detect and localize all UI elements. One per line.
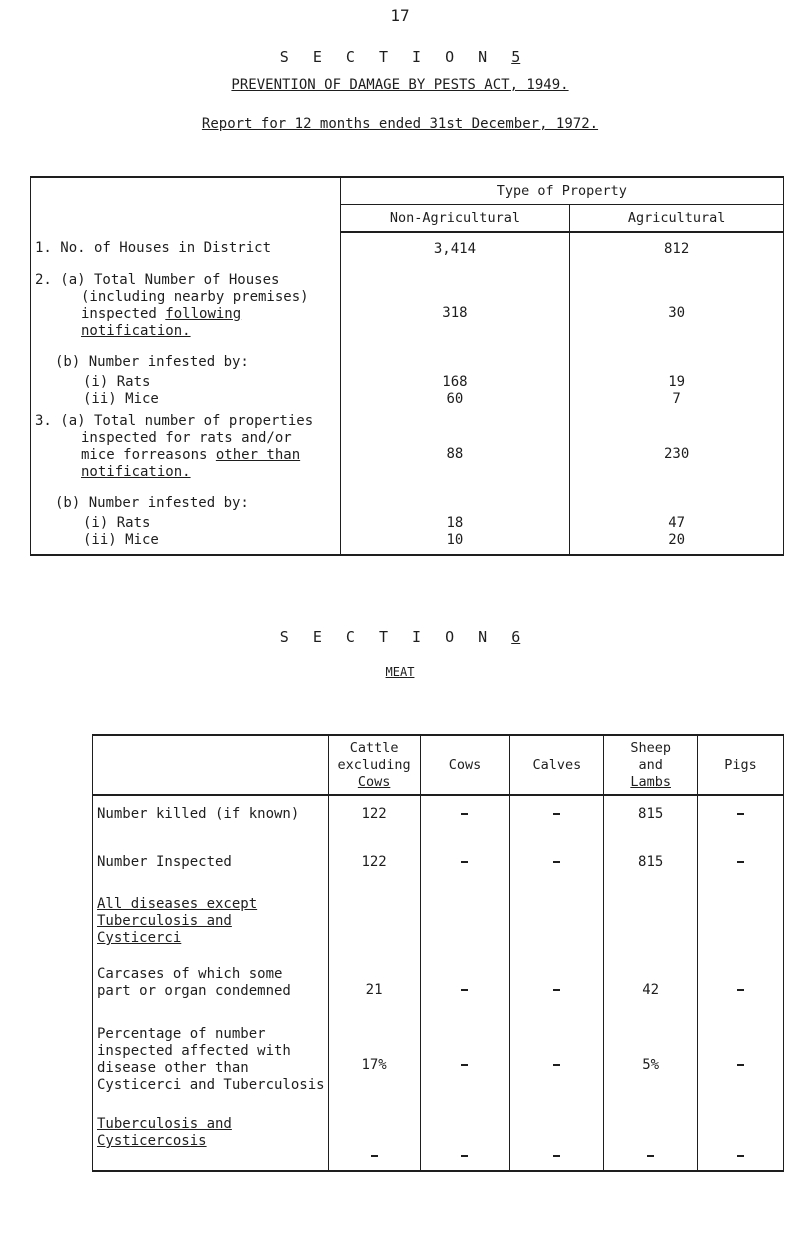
- section-5-heading-number: 5: [511, 48, 521, 66]
- row-label: (i) Rats: [31, 374, 341, 391]
- row-label: (b) Number infested by:: [31, 495, 341, 515]
- cell-value: [420, 1020, 510, 1110]
- meat-subtitle: MEAT: [385, 665, 415, 679]
- cows-header: Cows: [420, 735, 510, 795]
- dash-mark: [461, 861, 468, 863]
- cell-value: 122: [328, 844, 420, 890]
- dash-mark: [737, 861, 744, 863]
- table-row: [31, 495, 784, 515]
- meat-table-blank-header: [93, 735, 329, 795]
- cell-nonag: [340, 354, 570, 374]
- table-row: [93, 890, 784, 960]
- cell-ag: 19: [570, 374, 784, 391]
- label-line: notification.: [81, 464, 191, 480]
- table-row: [93, 1020, 784, 1110]
- cell-value: [328, 890, 420, 960]
- cell-value: [510, 795, 604, 844]
- table-row: [93, 844, 784, 890]
- table-row: [31, 232, 784, 272]
- label-line: 2. (a) Total Number of Houses: [35, 272, 280, 288]
- label-line: disease other than: [97, 1060, 249, 1076]
- row-label: [31, 413, 341, 495]
- label-line: Tuberculosis and: [97, 1116, 232, 1132]
- dash-mark: [461, 989, 468, 991]
- pigs-header: Pigs: [698, 735, 784, 795]
- type-of-property-header: Type of Property: [340, 177, 783, 205]
- cell-ag: 30: [570, 272, 784, 354]
- non-agricultural-header: Non-Agricultural: [340, 205, 570, 233]
- cell-value: 21: [328, 960, 420, 1020]
- cell-value: [420, 795, 510, 844]
- label-line: notification.: [81, 323, 191, 339]
- cell-value: 5%: [604, 1020, 698, 1110]
- section-6-heading-number: 6: [511, 628, 521, 646]
- cell-value: [510, 1020, 604, 1110]
- label-line: part or organ condemned: [97, 983, 291, 999]
- table-row: [31, 391, 784, 413]
- dash-mark: [737, 1064, 744, 1066]
- label-line: Carcases of which some: [97, 966, 283, 982]
- label-line: (including nearby premises): [81, 289, 309, 305]
- cell-value: 815: [604, 795, 698, 844]
- cell-value: [604, 1110, 698, 1171]
- cell-value: [698, 795, 784, 844]
- dash-mark: [461, 1064, 468, 1066]
- cell-nonag: 18: [340, 515, 570, 532]
- row-label: (i) Rats: [31, 515, 341, 532]
- cell-value: [328, 1110, 420, 1171]
- section-6-heading: [0, 628, 800, 646]
- label-line: Cysticerci and Tuberculosis: [97, 1077, 325, 1093]
- cell-value: [420, 960, 510, 1020]
- cell-ag: 47: [570, 515, 784, 532]
- label-line: mice forreasons other than: [81, 447, 301, 463]
- label-line: All diseases except: [97, 896, 258, 912]
- table-row: [93, 795, 784, 844]
- meat-table: [92, 734, 784, 1172]
- cell-nonag: 10: [340, 532, 570, 555]
- dash-mark: [737, 813, 744, 815]
- report-title: Report for 12 months ended 31st December, 1972.: [201, 116, 599, 132]
- cell-ag: 230: [570, 413, 784, 495]
- row-label: [93, 844, 329, 890]
- label-line: inspected following: [81, 306, 242, 322]
- cell-value: [420, 1110, 510, 1171]
- calves-header: Calves: [510, 735, 604, 795]
- table-row: [31, 532, 784, 555]
- dash-mark: [647, 1155, 654, 1157]
- cell-ag: 812: [570, 232, 784, 272]
- cell-ag: 7: [570, 391, 784, 413]
- dash-mark: [553, 1155, 560, 1157]
- label-line: 3. (a) Total number of properties: [35, 413, 314, 429]
- cell-nonag: 318: [340, 272, 570, 354]
- cell-value: [510, 890, 604, 960]
- label-line: Cysticercosis: [97, 1133, 207, 1149]
- dash-mark: [553, 813, 560, 815]
- label-line: Number Inspected: [97, 854, 232, 870]
- dash-mark: [461, 1155, 468, 1157]
- cell-nonag: 60: [340, 391, 570, 413]
- section-5-heading: [0, 48, 800, 66]
- cell-nonag: [340, 495, 570, 515]
- dash-mark: [461, 813, 468, 815]
- cell-value: [604, 890, 698, 960]
- dash-mark: [553, 989, 560, 991]
- table-row: [31, 413, 784, 495]
- dash-mark: [737, 989, 744, 991]
- table-row: [31, 515, 784, 532]
- row-label: [31, 272, 341, 354]
- label-line: inspected for rats and/or: [81, 430, 292, 446]
- cell-ag: [570, 495, 784, 515]
- table-row: [31, 374, 784, 391]
- label-line: inspected affected with: [97, 1043, 291, 1059]
- cell-nonag: 168: [340, 374, 570, 391]
- label-line: Number killed (if known): [97, 806, 300, 822]
- section-6-heading-letters: S E C T I O N: [279, 628, 495, 646]
- label-line: Cysticerci: [97, 930, 182, 946]
- act-title: PREVENTION OF DAMAGE BY PESTS ACT, 1949.: [231, 77, 569, 93]
- cell-value: [698, 1110, 784, 1171]
- cell-value: [420, 890, 510, 960]
- cell-value: [698, 960, 784, 1020]
- section-5-heading-letters: S E C T I O N: [279, 48, 495, 66]
- row-label: [93, 1020, 329, 1110]
- cell-value: [698, 890, 784, 960]
- cell-ag: 20: [570, 532, 784, 555]
- cell-value: [698, 844, 784, 890]
- cattle-header: Cattle excluding Cows: [328, 735, 420, 795]
- cell-value: 122: [328, 795, 420, 844]
- cell-value: 17%: [328, 1020, 420, 1110]
- cell-value: [698, 1020, 784, 1110]
- row-label: (b) Number infested by:: [31, 354, 341, 374]
- row-label: [93, 890, 329, 960]
- dash-mark: [553, 861, 560, 863]
- sheep-header: Sheep and Lambs: [604, 735, 698, 795]
- cell-value: [510, 1110, 604, 1171]
- pests-table: [30, 176, 784, 556]
- row-label: [93, 960, 329, 1020]
- label-line: Tuberculosis and: [97, 913, 232, 929]
- dash-mark: [737, 1155, 744, 1157]
- row-label: (ii) Mice: [31, 391, 341, 413]
- table-row: [93, 960, 784, 1020]
- page-number: 17: [390, 6, 410, 25]
- cell-nonag: 88: [340, 413, 570, 495]
- table-row: [93, 1110, 784, 1171]
- agricultural-header: Agricultural: [570, 205, 784, 233]
- cell-nonag: 3,414: [340, 232, 570, 272]
- table-row: [31, 354, 784, 374]
- pests-table-blank-header: [31, 177, 341, 232]
- cell-ag: [570, 354, 784, 374]
- row-label: (ii) Mice: [31, 532, 341, 555]
- cell-value: [510, 960, 604, 1020]
- row-label: [93, 1110, 329, 1171]
- cell-value: [420, 844, 510, 890]
- row-label: [93, 795, 329, 844]
- label-line: Percentage of number: [97, 1026, 266, 1042]
- table-row: [31, 272, 784, 354]
- cell-value: [510, 844, 604, 890]
- dash-mark: [371, 1155, 378, 1157]
- row-label: 1. No. of Houses in District: [31, 232, 341, 272]
- cell-value: 42: [604, 960, 698, 1020]
- cell-value: 815: [604, 844, 698, 890]
- dash-mark: [553, 1064, 560, 1066]
